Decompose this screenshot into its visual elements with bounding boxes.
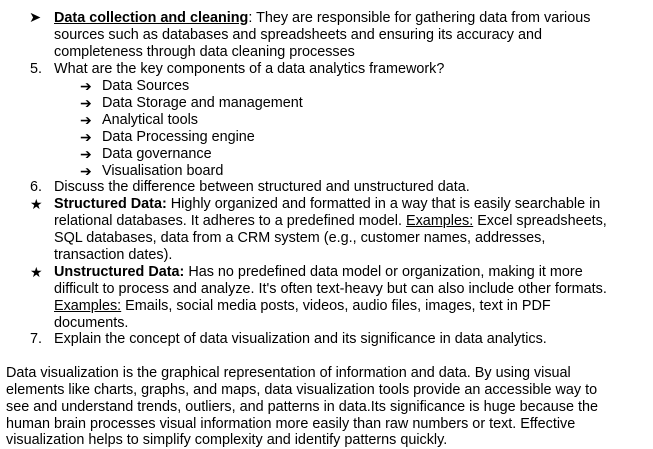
- answer-line-5: visualization helps to simplify complexity and identify patterns quickly.: [6, 432, 448, 448]
- answer-line-3: see and understand trends, outliers, and patterns in data.Its significance is huge because the: [6, 399, 598, 415]
- arrow-bullet-icon: ➔: [80, 95, 92, 111]
- unstructured-line-1: [54, 264, 583, 281]
- data-collection-line-1: [54, 10, 590, 27]
- data-collection-line-2: sources such as databases and spreadsheets and ensuring its accuracy and: [54, 27, 542, 43]
- star-bullet-icon: ★: [30, 264, 43, 280]
- structured-examples-label: Examples:: [406, 213, 474, 229]
- chevron-bullet-icon: ➤: [29, 10, 42, 26]
- data-collection-line-3: completeness through data cleaning processes: [54, 44, 355, 60]
- structured-line-3: SQL databases, data from a CRM system (e.g., customer names, addresses,: [54, 230, 546, 246]
- list-number-5: 5.: [30, 61, 43, 77]
- structured-text-2: relational databases. It adheres to a predefined model.: [54, 213, 407, 229]
- data-collection-term: Data collection and cleaning: [54, 10, 249, 26]
- framework-item-visualisation-board: Visualisation board: [102, 163, 224, 179]
- structured-term: Structured Data:: [54, 196, 167, 212]
- answer-line-1: Data visualization is the graphical representation of information and data. By using visual: [6, 365, 571, 381]
- framework-item-analytical-tools: Analytical tools: [102, 112, 198, 128]
- arrow-bullet-icon: ➔: [80, 129, 92, 145]
- structured-line-4: transaction dates).: [54, 247, 173, 263]
- list-number-6: 6.: [30, 179, 43, 195]
- arrow-bullet-icon: ➔: [80, 78, 92, 94]
- structured-text-1: Highly organized and formatted in a way that is easily searchable in: [166, 196, 601, 212]
- answer-line-4: human brain processes visual information more easily than raw numbers or text. Effective: [6, 416, 576, 432]
- structured-line-2: [54, 213, 607, 230]
- question-7-text: Explain the concept of data visualization and its significance in data analytics.: [54, 331, 547, 347]
- data-collection-text: : They are responsible for gathering data from various: [248, 10, 591, 26]
- arrow-bullet-icon: ➔: [80, 146, 92, 162]
- structured-line-1: [54, 196, 600, 213]
- arrow-bullet-icon: ➔: [80, 112, 92, 128]
- framework-item-data-storage: Data Storage and management: [102, 95, 303, 111]
- list-number-7: 7.: [30, 331, 43, 347]
- question-6-text: Discuss the difference between structured and unstructured data.: [54, 179, 470, 195]
- structured-text-2-rest: Excel spreadsheets,: [473, 213, 607, 229]
- unstructured-line-2: difficult to process and analyze. It's often text-heavy but can also include other formats.: [54, 281, 607, 297]
- unstructured-line-4: documents.: [54, 315, 129, 331]
- unstructured-examples-label: Examples:: [54, 298, 122, 314]
- star-bullet-icon: ★: [30, 196, 43, 212]
- answer-line-2: elements like charts, graphs, and maps, data visualization tools provide an accessible way to: [6, 382, 598, 398]
- framework-item-processing-engine: Data Processing engine: [102, 129, 255, 145]
- unstructured-text-1: Has no predefined data model or organization, making it more: [184, 264, 583, 280]
- framework-item-data-sources: Data Sources: [102, 78, 190, 94]
- unstructured-text-3: Emails, social media posts, videos, audio files, images, text in PDF: [121, 298, 551, 314]
- arrow-bullet-icon: ➔: [80, 163, 92, 179]
- question-5-text: What are the key components of a data analytics framework?: [54, 61, 445, 77]
- framework-item-data-governance: Data governance: [102, 146, 212, 162]
- unstructured-term: Unstructured Data:: [54, 264, 185, 280]
- unstructured-line-3: [54, 298, 551, 315]
